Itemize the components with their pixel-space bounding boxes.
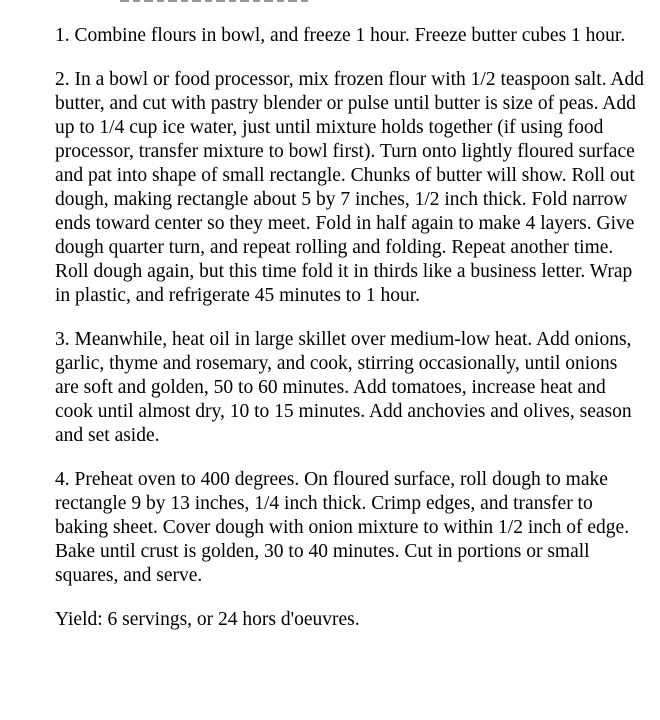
instruction-step-1: 1. Combine flours in bowl, and freeze 1 hour. Freeze butter cubes 1 hour. (55, 25, 626, 46)
cropped-text-fragment (120, 0, 310, 2)
instruction-step-4: 4. Preheat oven to 400 degrees. On floured surface, roll dough to make rectangle 9 by 13 inches, 1/4 inch thick. Crimp edges, and transfer to baking sheet. Cover dough with onion mixture to within 1/2 inch of edge. Bake until crust is golden, 30 to 40 minutes. Cut in portions or small squares, and serve. (55, 469, 630, 586)
instruction-step-2: 2. In a bowl or food processor, mix frozen flour with 1/2 teaspoon salt. Add butter, and cut with pastry blender or pulse until butter is size of peas. Add up to 1/4 cup ice water, just until mixture holds together (if using food processor, transfer mixture to bowl first). Turn onto lightly floured surface and pat into shape of small rectangle. Chunks of butter will show. Roll out dough, making rectangle about 5 by 7 inches, 1/2 inch thick. Fold narrow ends toward center so they meet. Fold in half again to make 4 layers. Give dough quarter turn, and repeat rolling and folding. Repeat another time. Roll dough again, but this time fold it in thirds like a business letter. Wrap in plastic, and refrigerate 45 minutes to 1 hour. (55, 69, 644, 306)
recipe-instructions (55, 24, 645, 652)
cropped-previous-line (0, 0, 660, 3)
recipe-yield: Yield: 6 servings, or 24 hors d'oeuvres. (55, 609, 360, 630)
instruction-step-3: 3. Meanwhile, heat oil in large skillet over medium-low heat. Add onions, garlic, thyme and rosemary, and cook, stirring occasionally, until onions are soft and golden, 50 to 60 minutes. Add tomatoes, increase heat and cook until almost dry, 10 to 15 minutes. Add anchovies and olives, season and set aside. (55, 329, 632, 446)
